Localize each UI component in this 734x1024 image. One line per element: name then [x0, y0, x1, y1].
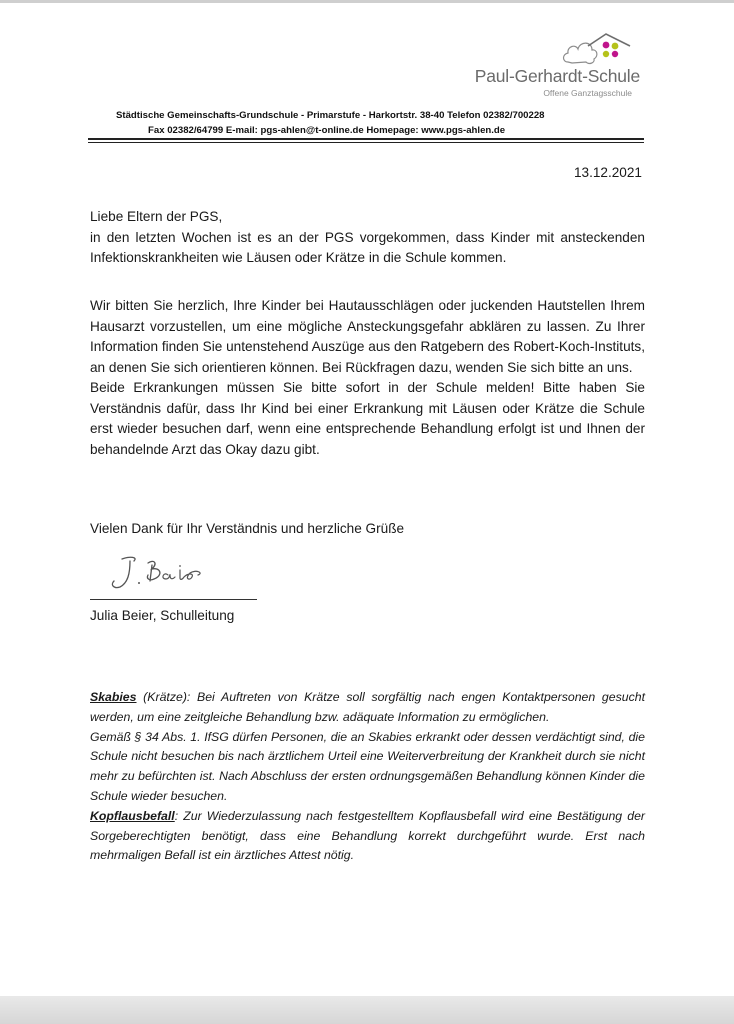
main-body — [90, 296, 645, 460]
school-logo — [470, 32, 650, 102]
closing-text: Vielen Dank für Ihr Verständnis und herzliche Grüße — [90, 521, 405, 536]
school-subtitle: Offene Ganztagsschule — [543, 88, 632, 98]
letterhead-contact: Fax 02382/64799 E-mail: pgs-ahlen@t-online.de Homepage: www.pgs-ahlen.de — [148, 125, 506, 136]
ifsg-note: Gemäß § 34 Abs. 1. IfSG dürfen Personen, die an Skabies erkrankt oder dessen verdächtigt sind, die Schule nicht besuchen bis nach ärztlichem Urteil eine Weiterverbreitung der Krankheit durch sie nicht mehr zu befürchten ist. Nach Abschluss der ersten ordnungsgemäßen Behandlung können Kinder die Schule wieder besuchen. — [90, 729, 645, 803]
skabies-note — [90, 688, 645, 728]
letterhead-address: Städtische Gemeinschafts-Grundschule - Primarstufe - Harkortstr. 38-40 Telefon 02382/700228 — [116, 110, 545, 121]
kopflaus-text: : Zur Wiederzulassung nach festgestelltem Kopflausbefall wird eine Bestätigung der Sorgeberechtigten benötigt, dass eine Behandlung korrekt durchgeführt wurde. Erst nach mehrmaligen Befall ist ein ärztliches Attest nötig. — [90, 808, 645, 863]
signature-line — [90, 599, 257, 600]
skabies-text: (Krätze): Bei Auftreten von Krätze soll sorgfältig nach engen Kontaktpersonen gesucht werden, um eine zeitgleiche Behandlung bzw. adäquate Information zu ermöglichen. — [90, 690, 645, 724]
letterhead-rule — [88, 138, 644, 140]
reporting-paragraph: Beide Erkrankungen müssen Sie bitte sofort in der Schule melden! Bitte haben Sie Verständnis dafür, dass Ihr Kind bei einer Erkrankung mit Läusen oder Krätze die Schule erst wieder besuchen darf, wenn eine entsprechende Behandlung erfolgt ist und Ihnen der behandelnde Arzt das Okay dazu gibt. — [90, 380, 645, 457]
rki-notes — [90, 688, 645, 866]
signer-name: Julia Beier, Schulleitung — [90, 608, 235, 623]
skabies-term: Skabies — [90, 690, 137, 704]
kopflaus-note — [90, 807, 645, 866]
page-edge-top — [0, 0, 734, 3]
school-name: Paul-Gerhardt-Schule — [474, 66, 640, 86]
page-edge-bottom — [0, 996, 734, 1024]
letter-date: 13.12.2021 — [573, 165, 642, 180]
signature-icon — [108, 553, 228, 595]
handwritten-signature — [108, 553, 228, 600]
greeting-block — [90, 207, 645, 269]
request-paragraph: Wir bitten Sie herzlich, Ihre Kinder bei Hautausschlägen oder juckenden Hautstellen Ihrem Hausarzt vorzustellen, um eine mögliche Ansteckungsgefahr abklären zu lassen. Zu Ihrer Information finden Sie untenstehend Auszüge aus den Ratgebern des Robert-Koch-Instituts, an denen Sie sich orientieren können. Bei Rückfragen dazu, wenden Sie sich bitte an uns. — [90, 298, 645, 375]
intro-paragraph: in den letzten Wochen ist es an der PGS vorgekommen, dass Kinder mit ansteckenden Infektionskrankheiten wie Läusen oder Krätze in die Schule kommen. — [90, 229, 645, 265]
kopflaus-term: Kopflausbefall — [90, 808, 175, 823]
house-tree-logo-icon — [562, 32, 642, 66]
closing-line — [90, 519, 645, 540]
letterhead-rule-thin — [88, 142, 644, 143]
salutation: Liebe Eltern der PGS, — [90, 209, 223, 224]
